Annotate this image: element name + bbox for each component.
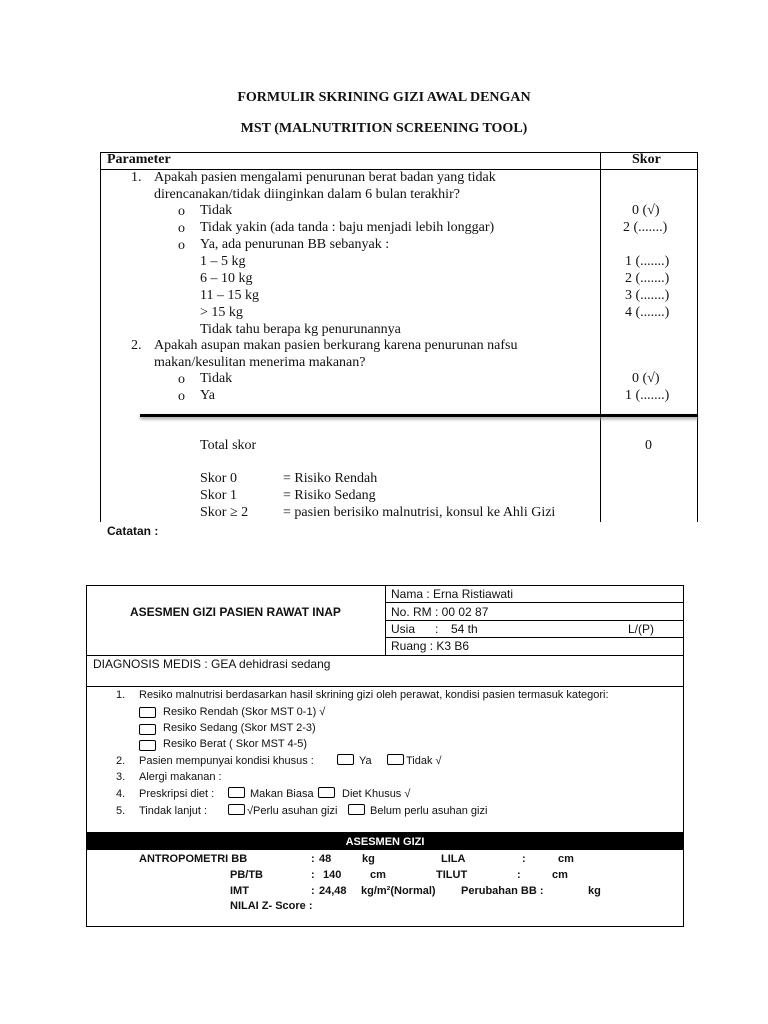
checkbox-perlu-asuhan[interactable] — [228, 804, 245, 815]
imt-label: IMT — [230, 885, 249, 897]
q1-score-tidak-yakin: 2 (.......) — [623, 220, 668, 235]
bullet: o — [178, 372, 185, 387]
q1-range-1-5: 1 – 5 kg — [200, 254, 246, 269]
patient-name: Nama : Erna Ristiawati — [391, 587, 514, 601]
imt-value: 24,48 — [319, 885, 347, 897]
asesmen-gizi-section-title: ASESMEN GIZI — [345, 836, 425, 848]
pbtb-label: PB/TB — [230, 869, 263, 881]
checkbox-diet-khusus[interactable] — [318, 787, 335, 798]
q1-option-tidak: Tidak — [200, 203, 233, 218]
q1-question-line2: direncanakan/tidak diinginkan dalam 6 bulan terakhir? — [154, 187, 460, 202]
q2-score-ya: 1 (.......) — [625, 388, 670, 403]
item2-number: 2. — [116, 755, 126, 767]
patient-usia-value: 54 th — [451, 622, 478, 636]
tilut-label: TILUT — [436, 869, 468, 881]
asesmen-header: ASESMEN GIZI PASIEN RAWAT INAP — [130, 605, 341, 619]
q1-range-unknown: Tidak tahu berapa kg penurunannya — [200, 322, 401, 337]
q1-score-tidak: 0 (√) — [632, 203, 660, 218]
q2-number: 2. — [131, 338, 142, 353]
checkbox-kondisi-ya[interactable] — [337, 754, 354, 765]
lila-label: LILA — [441, 853, 466, 865]
total-skor-label: Total skor — [200, 438, 257, 453]
q1-score-11-15: 3 (.......) — [625, 288, 670, 303]
q1-range-over-15: > 15 kg — [200, 305, 243, 320]
checkbox-resiko-berat[interactable] — [139, 740, 156, 751]
item4-makan-biasa: Makan Biasa — [250, 788, 314, 800]
bb-value: 48 — [319, 853, 332, 865]
item3-number: 3. — [116, 771, 126, 783]
catatan-label: Catatan : — [107, 524, 159, 538]
item5-number: 5. — [116, 805, 126, 817]
pbtb-value: 140 — [323, 869, 342, 881]
form-title-line2: MST (MALNUTRITION SCREENING TOOL) — [240, 121, 528, 136]
q2-score-tidak: 0 (√) — [632, 371, 660, 386]
colon: : — [522, 853, 526, 865]
skor1-label: Skor 1 — [200, 488, 237, 503]
checkbox-belum-perlu-asuhan[interactable] — [348, 804, 365, 815]
bullet: o — [178, 204, 185, 219]
zscore-label: NILAI Z- Score : — [230, 900, 313, 912]
skor2-label: Skor ≥ 2 — [200, 505, 249, 520]
q2-question-line2: makan/kesulitan menerima makanan? — [154, 355, 366, 370]
item5-perlu-asuhan: √Perlu asuhan gizi — [247, 805, 338, 817]
antropometri-bb-label: ANTROPOMETRI BB — [139, 853, 248, 865]
q1-range-6-10: 6 – 10 kg — [200, 271, 253, 286]
checkbox-resiko-rendah[interactable] — [139, 707, 156, 718]
item4-diet-khusus: Diet Khusus √ — [342, 788, 411, 800]
bullet: o — [178, 221, 185, 236]
q1-score-over-15: 4 (.......) — [625, 305, 670, 320]
patient-ruang: Ruang : K3 B6 — [391, 639, 470, 653]
colon: : — [311, 869, 315, 881]
bullet: o — [178, 389, 185, 404]
mst-col-skor: Skor — [632, 152, 661, 167]
item2-tidak-label: Tidak √ — [406, 755, 442, 767]
colon: : — [517, 869, 521, 881]
diagnosis-medis: DIAGNOSIS MEDIS : GEA dehidrasi sedang — [93, 657, 331, 671]
q1-number: 1. — [131, 170, 142, 185]
patient-usia-label: Usia — [391, 622, 416, 636]
perubahan-bb-label: Perubahan BB : — [461, 885, 544, 897]
q1-option-ya: Ya, ada penurunan BB sebanyak : — [200, 237, 390, 252]
skor0-desc: = Risiko Rendah — [283, 471, 378, 486]
item4-number: 4. — [116, 788, 126, 800]
item5-text: Tindak lanjut : — [139, 805, 208, 817]
perubahan-bb-unit: kg — [588, 885, 601, 897]
q1-range-11-15: 11 – 15 kg — [200, 288, 259, 303]
item1-option-rendah: Resiko Rendah (Skor MST 0-1) √ — [163, 706, 326, 718]
item5-belum-perlu-asuhan: Belum perlu asuhan gizi — [370, 805, 488, 817]
patient-gender: L/(P) — [628, 622, 655, 636]
patient-usia-sep: : — [435, 622, 439, 636]
colon: : — [311, 853, 315, 865]
lila-unit: cm — [558, 853, 574, 865]
q1-score-6-10: 2 (.......) — [625, 271, 670, 286]
item4-text: Preskripsi diet : — [139, 788, 215, 800]
total-skor-value: 0 — [645, 438, 652, 453]
asesmen-gizi-section-header — [87, 832, 683, 850]
skor2-desc: = pasien berisiko malnutrisi, konsul ke Ahli Gizi — [283, 505, 556, 520]
checkbox-kondisi-tidak[interactable] — [387, 754, 404, 765]
item1-number: 1. — [116, 689, 126, 701]
q1-option-tidak-yakin: Tidak yakin (ada tanda : baju menjadi lebih longgar) — [200, 220, 495, 235]
pbtb-unit: cm — [370, 869, 386, 881]
item1-text: Resiko malnutrisi berdasarkan hasil skrining gizi oleh perawat, kondisi pasien termasuk kategori: — [139, 689, 609, 701]
checkbox-resiko-sedang[interactable] — [139, 724, 156, 735]
mst-col-parameter: Parameter — [107, 152, 171, 167]
form-title-line1: FORMULIR SKRINING GIZI AWAL DENGAN — [237, 90, 531, 105]
q1-question-line1: Apakah pasien mengalami penurunan berat badan yang tidak — [154, 170, 496, 185]
imt-unit: kg/m²(Normal) — [361, 885, 436, 897]
bullet: o — [178, 238, 185, 253]
skor1-desc: = Risiko Sedang — [283, 488, 376, 503]
item3-text: Alergi makanan : — [139, 771, 222, 783]
item2-ya-label: Ya — [359, 755, 372, 767]
q2-question-line1: Apakah asupan makan pasien berkurang karena penurunan nafsu — [154, 338, 518, 353]
checkbox-makan-biasa[interactable] — [228, 787, 245, 798]
bb-unit: kg — [362, 853, 375, 865]
skor0-label: Skor 0 — [200, 471, 237, 486]
item1-option-sedang: Resiko Sedang (Skor MST 2-3) — [163, 722, 316, 734]
q2-option-ya: Ya — [200, 388, 215, 403]
colon: : — [311, 885, 315, 897]
tilut-unit: cm — [552, 869, 568, 881]
item2-text: Pasien mempunyai kondisi khusus : — [139, 755, 314, 767]
q2-option-tidak: Tidak — [200, 371, 233, 386]
patient-no-rm: No. RM : 00 02 87 — [391, 605, 489, 619]
item1-option-berat: Resiko Berat ( Skor MST 4-5) — [163, 738, 308, 750]
q1-score-1-5: 1 (.......) — [625, 254, 670, 269]
